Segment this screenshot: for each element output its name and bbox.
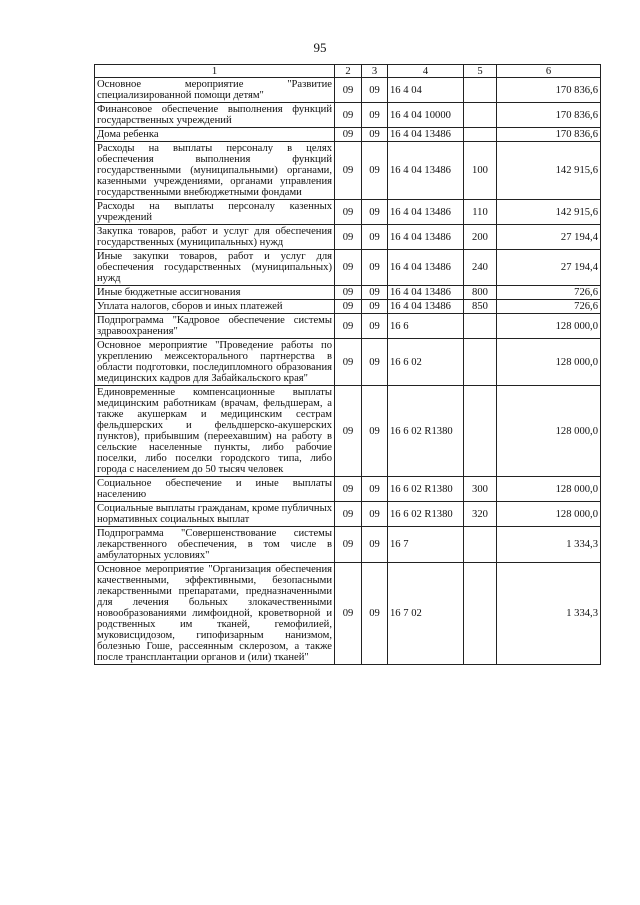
row-subsection: 09 xyxy=(362,103,388,128)
row-section: 09 xyxy=(335,339,362,386)
column-header-2: 2 xyxy=(335,65,362,78)
row-subsection: 09 xyxy=(362,250,388,286)
table-row xyxy=(95,339,601,386)
row-name: Расходы на выплаты персоналу в целях обеспечения выполнения функций государственными (муниципальными) органами, казенными учреждениями, органами управления государственными внебюджетными фондами xyxy=(95,142,335,200)
table-row xyxy=(95,502,601,527)
table-row xyxy=(95,314,601,339)
row-amount: 27 194,4 xyxy=(497,250,601,286)
row-amount: 726,6 xyxy=(497,286,601,300)
row-expense-type xyxy=(464,527,497,563)
row-name: Основное мероприятие "Развитие специализированной помощи детям" xyxy=(95,78,335,103)
row-expense-type xyxy=(464,128,497,142)
row-name: Единовременные компенсационные выплаты медицинским работникам (врачам, фельдшерам, а также акушеркам и медицинским сестрам фельдшерских и фельдшерско-акушерских пунктов), прибывшим (переехавшим) на работу в сельские населенные пункты, либо рабочие поселки, либо поселки городского типа, либо города с населением до 50 тысяч человек xyxy=(95,386,335,477)
row-section: 09 xyxy=(335,477,362,502)
row-amount: 1 334,3 xyxy=(497,563,601,665)
row-amount: 142 915,6 xyxy=(497,142,601,200)
row-expense-type xyxy=(464,386,497,477)
row-amount: 128 000,0 xyxy=(497,502,601,527)
row-subsection: 09 xyxy=(362,563,388,665)
row-target-code: 16 7 02 xyxy=(388,563,464,665)
table-row xyxy=(95,103,601,128)
column-header-3: 3 xyxy=(362,65,388,78)
row-expense-type xyxy=(464,314,497,339)
row-subsection: 09 xyxy=(362,128,388,142)
row-target-code: 16 4 04 13486 xyxy=(388,128,464,142)
row-amount: 128 000,0 xyxy=(497,477,601,502)
row-target-code: 16 4 04 13486 xyxy=(388,225,464,250)
row-name: Закупка товаров, работ и услуг для обеспечения государственных (муниципальных) нужд xyxy=(95,225,335,250)
row-section: 09 xyxy=(335,300,362,314)
row-amount: 27 194,4 xyxy=(497,225,601,250)
table-row xyxy=(95,78,601,103)
table-header-row xyxy=(95,65,601,78)
row-subsection: 09 xyxy=(362,477,388,502)
row-subsection: 09 xyxy=(362,339,388,386)
budget-table xyxy=(94,64,601,665)
row-amount: 170 836,6 xyxy=(497,78,601,103)
row-expense-type: 110 xyxy=(464,200,497,225)
column-header-5: 5 xyxy=(464,65,497,78)
table-row xyxy=(95,250,601,286)
table-row xyxy=(95,200,601,225)
row-expense-type: 850 xyxy=(464,300,497,314)
row-target-code: 16 4 04 xyxy=(388,78,464,103)
row-section: 09 xyxy=(335,225,362,250)
row-expense-type xyxy=(464,563,497,665)
row-expense-type xyxy=(464,103,497,128)
row-expense-type: 200 xyxy=(464,225,497,250)
row-subsection: 09 xyxy=(362,314,388,339)
row-section: 09 xyxy=(335,128,362,142)
row-target-code: 16 4 04 13486 xyxy=(388,286,464,300)
table-row xyxy=(95,225,601,250)
row-subsection: 09 xyxy=(362,286,388,300)
row-name: Иные бюджетные ассигнования xyxy=(95,286,335,300)
row-expense-type: 240 xyxy=(464,250,497,286)
row-target-code: 16 6 xyxy=(388,314,464,339)
row-target-code: 16 4 04 13486 xyxy=(388,200,464,225)
row-target-code: 16 6 02 R1380 xyxy=(388,502,464,527)
row-name: Финансовое обеспечение выполнения функций государственных учреждений xyxy=(95,103,335,128)
row-target-code: 16 7 xyxy=(388,527,464,563)
row-name: Подпрограмма "Совершенствование системы лекарственного обеспечения, в том числе в амбулаторных условиях" xyxy=(95,527,335,563)
row-target-code: 16 4 04 13486 xyxy=(388,300,464,314)
row-section: 09 xyxy=(335,563,362,665)
row-section: 09 xyxy=(335,78,362,103)
row-subsection: 09 xyxy=(362,142,388,200)
table-row xyxy=(95,563,601,665)
table-row xyxy=(95,386,601,477)
row-name: Дома ребенка xyxy=(95,128,335,142)
table-row xyxy=(95,286,601,300)
table-row xyxy=(95,477,601,502)
page-number: 95 xyxy=(313,40,327,55)
row-name: Социальные выплаты гражданам, кроме публичных нормативных социальных выплат xyxy=(95,502,335,527)
row-name: Основное мероприятие "Организация обеспечения качественными, эффективными, безопасными лекарственными препаратами, предназначенными для лечения больных злокачественными новообразованиями лимфоидной, кроветворной и родственных им тканей, гемофилией, муковисцидозом, гипофизарным нанизмом, болезнью Гоше, рассеянным склерозом, а также после трансплантации органов и (или) тканей" xyxy=(95,563,335,665)
row-name: Основное мероприятие "Проведение работы по укреплению межсекторального партнерства в области подготовки, последипломного образования медицинских кадров для Забайкальского края" xyxy=(95,339,335,386)
row-section: 09 xyxy=(335,142,362,200)
row-target-code: 16 4 04 13486 xyxy=(388,250,464,286)
row-target-code: 16 6 02 R1380 xyxy=(388,477,464,502)
row-subsection: 09 xyxy=(362,225,388,250)
row-name: Расходы на выплаты персоналу казенных учреждений xyxy=(95,200,335,225)
row-section: 09 xyxy=(335,386,362,477)
row-amount: 1 334,3 xyxy=(497,527,601,563)
row-name: Уплата налогов, сборов и иных платежей xyxy=(95,300,335,314)
row-expense-type: 320 xyxy=(464,502,497,527)
row-section: 09 xyxy=(335,314,362,339)
row-subsection: 09 xyxy=(362,386,388,477)
row-subsection: 09 xyxy=(362,527,388,563)
row-amount: 128 000,0 xyxy=(497,314,601,339)
column-header-6: 6 xyxy=(497,65,601,78)
row-subsection: 09 xyxy=(362,78,388,103)
table-row xyxy=(95,527,601,563)
row-expense-type xyxy=(464,339,497,386)
row-subsection: 09 xyxy=(362,200,388,225)
row-name: Иные закупки товаров, работ и услуг для обеспечения государственных (муниципальных) нужд xyxy=(95,250,335,286)
row-amount: 170 836,6 xyxy=(497,128,601,142)
row-amount: 142 915,6 xyxy=(497,200,601,225)
row-expense-type xyxy=(464,78,497,103)
row-target-code: 16 4 04 10000 xyxy=(388,103,464,128)
row-target-code: 16 6 02 R1380 xyxy=(388,386,464,477)
row-section: 09 xyxy=(335,250,362,286)
row-expense-type: 800 xyxy=(464,286,497,300)
table-row xyxy=(95,128,601,142)
row-section: 09 xyxy=(335,200,362,225)
row-section: 09 xyxy=(335,502,362,527)
row-name: Подпрограмма "Кадровое обеспечение системы здравоохранения" xyxy=(95,314,335,339)
column-header-4: 4 xyxy=(388,65,464,78)
row-target-code: 16 4 04 13486 xyxy=(388,142,464,200)
row-subsection: 09 xyxy=(362,502,388,527)
row-expense-type: 300 xyxy=(464,477,497,502)
row-amount: 128 000,0 xyxy=(497,386,601,477)
table-row xyxy=(95,300,601,314)
row-name: Социальное обеспечение и иные выплаты населению xyxy=(95,477,335,502)
row-amount: 128 000,0 xyxy=(497,339,601,386)
row-amount: 170 836,6 xyxy=(497,103,601,128)
row-target-code: 16 6 02 xyxy=(388,339,464,386)
row-subsection: 09 xyxy=(362,300,388,314)
row-amount: 726,6 xyxy=(497,300,601,314)
row-expense-type: 100 xyxy=(464,142,497,200)
row-section: 09 xyxy=(335,286,362,300)
table-row xyxy=(95,142,601,200)
row-section: 09 xyxy=(335,527,362,563)
row-section: 09 xyxy=(335,103,362,128)
column-header-1: 1 xyxy=(95,65,335,78)
